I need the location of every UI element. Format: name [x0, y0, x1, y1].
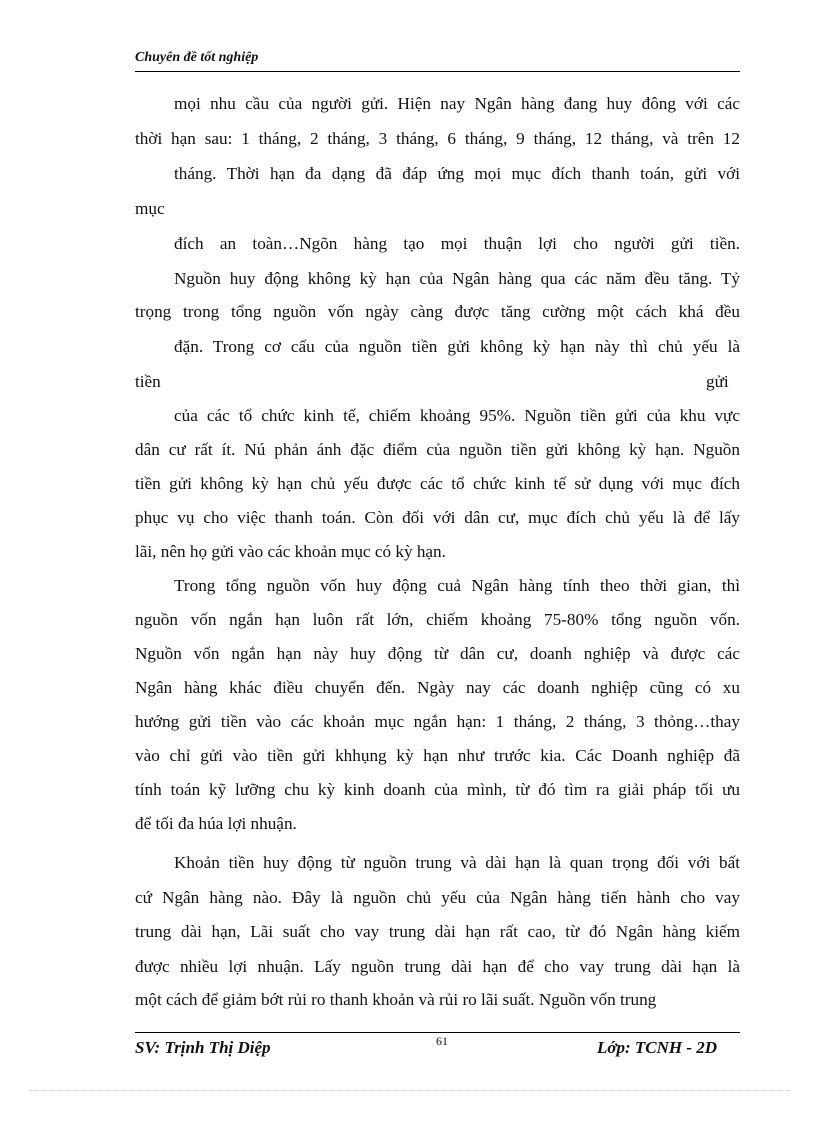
text-line: nguồn vốn ngắn hạn luôn rất lớn, chiếm khoảng 75-80% tổng nguồn vốn. [135, 610, 740, 629]
text-line: phục vụ cho việc thanh toán. Còn đối với dân cư, mục đích chủ yếu là để lấy [135, 508, 740, 527]
text-line: Nguồn huy động không kỳ hạn của Ngân hàng qua các năm đều tăng. Tỷ [174, 269, 740, 288]
text-line: tháng. Thời hạn đa dạng đã đáp ứng mọi mục đích thanh toán, gửi với [174, 164, 740, 183]
text-line: đặn. Trong cơ cấu của nguồn tiền gửi không kỳ hạn này thì chủ yếu là [174, 337, 740, 356]
text-line: một cách để giảm bớt rủi ro thanh khoản và rủi ro lãi suất. Nguồn vốn trung [135, 990, 657, 1009]
text-line: mục [135, 199, 165, 218]
text-line: của các tổ chức kinh tế, chiếm khoảng 95%. Nguồn tiền gửi của khu vực [174, 406, 740, 425]
text-line: Khoản tiền huy động từ nguồn trung và dài hạn là quan trọng đối với bất [174, 853, 740, 872]
text-line: trung dài hạn, Lãi suất cho vay trung dài hạn rất cao, từ đó Ngân hàng kiếm [135, 922, 740, 941]
text-line: tiền [135, 372, 161, 391]
text-line: để tối đa húa lợi nhuận. [135, 814, 297, 833]
header-divider [135, 71, 740, 72]
footer-class-label: Lớp: TCNH - 2D [597, 1038, 718, 1057]
text-line: trọng trong tổng nguồn vốn ngày càng được tăng cường một cách khá đều [135, 302, 740, 321]
text-line: thời hạn sau: 1 tháng, 2 tháng, 3 tháng, 6 tháng, 9 tháng, 12 tháng, và trên 12 [135, 129, 740, 148]
text-line: tính toán kỹ lưỡng chu kỳ kinh doanh của mình, từ đó tìm ra giải pháp tối ưu [135, 780, 740, 799]
page-header-title: Chuyên đề tốt nghiệp [135, 50, 259, 65]
text-line: Trong tổng nguồn vốn huy động cuả Ngân hàng tính theo thời gian, thì [174, 576, 740, 595]
text-line: mọi nhu cầu của người gửi. Hiện nay Ngân hàng đang huy đông với các [174, 94, 740, 113]
text-line: dân cư rất ít. Nú phản ánh đặc điểm của nguồn tiền gửi không kỳ hạn. Nguồn [135, 440, 740, 459]
text-line: Ngân hàng khác điều chuyển đến. Ngày nay các doanh nghiệp cũng có xu [135, 678, 740, 697]
text-line: gửi [706, 372, 729, 391]
text-line: cứ Ngân hàng nào. Đây là nguồn chủ yếu của Ngân hàng tiến hành cho vay [135, 888, 740, 907]
text-line: vào chỉ gửi vào tiền gửi khhụng kỳ hạn như trước kia. Các Doanh nghiệp đã [135, 746, 740, 765]
page-number: 61 [436, 1034, 448, 1048]
text-line: đích an toàn…Ngõn hàng tạo mọi thuận lợi cho người gửi tiền. [174, 234, 740, 253]
footer-student-name: SV: Trịnh Thị Diệp [135, 1038, 271, 1057]
text-line: Nguồn vốn ngắn hạn này huy động từ dân cư, doanh nghiệp và được các [135, 644, 740, 663]
text-line: tiền gửi không kỳ hạn chủ yếu được các tổ chức kinh tế sử dụng với mục đích [135, 474, 740, 493]
text-line: được nhiều lợi nhuận. Lấy nguồn trung dài hạn để cho vay trung dài hạn là [135, 957, 740, 976]
text-line: lãi, nên họ gửi vào các khoản mục có kỳ hạn. [135, 542, 446, 561]
page-bottom-border [30, 1090, 790, 1091]
text-line: hướng gửi tiền vào các khoản mục ngắn hạn: 1 tháng, 2 tháng, 3 thỏng…thay [135, 712, 740, 731]
footer-divider [135, 1032, 740, 1033]
